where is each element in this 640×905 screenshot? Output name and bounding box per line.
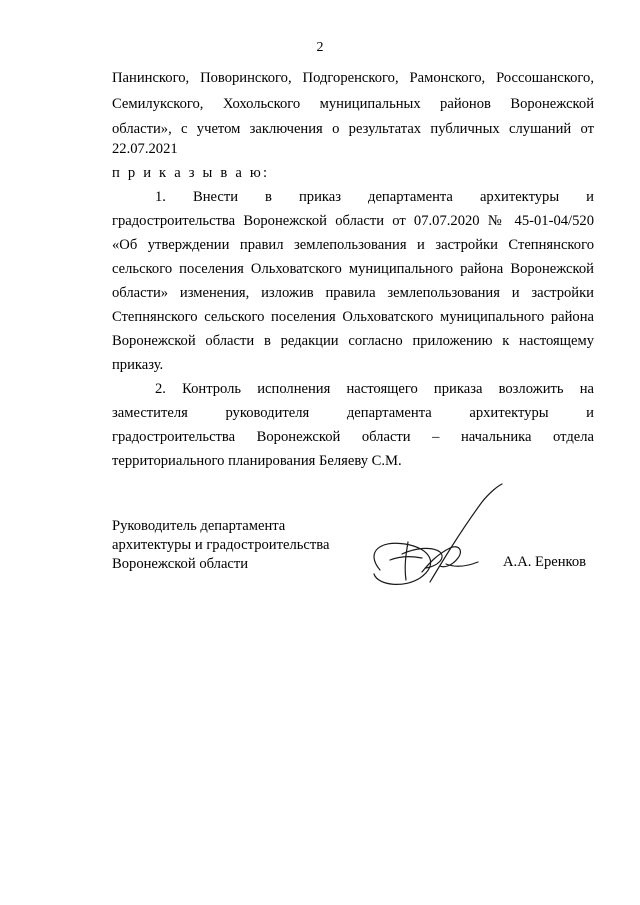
signatory-position-line: Воронежской области: [112, 556, 249, 572]
item2-line: заместителя руководителя департамента архитектуры и: [112, 405, 594, 421]
signer-name: А.А. Еренков: [503, 554, 587, 570]
item2-line: градостроительства Воронежской области – начальника отдела: [112, 429, 594, 445]
item1-line: Воронежской области в редакции согласно приложению к настоящему: [112, 333, 594, 349]
signatory-position-line: архитектуры и градостроительства: [112, 537, 330, 553]
item2-line: территориального планирования Беляеву С.М.: [112, 453, 402, 469]
preamble-line: 22.07.2021: [112, 141, 178, 157]
item1-line: области» изменения, изложив правила землепользования и застройки: [112, 285, 594, 301]
order-word: п р и к а з ы в а ю:: [112, 165, 270, 181]
item1-line: приказу.: [112, 357, 164, 373]
page-number: 2: [316, 40, 324, 55]
item1-line: градостроительства Воронежской области от 07.07.2020 № 45-01-04/520: [112, 213, 594, 229]
preamble-line: области», с учетом заключения о результатах публичных слушаний от: [112, 121, 594, 137]
item1-line: сельского поселения Ольховатского муниципального района Воронежской: [112, 261, 594, 277]
item1-line: Степнянского сельского поселения Ольховатского муниципального района: [112, 309, 594, 325]
preamble-line: Панинского, Поворинского, Подгоренского, Рамонского, Россошанского,: [112, 70, 594, 86]
signatory-position: [112, 517, 372, 574]
item1-line: «Об утверждении правил землепользования и застройки Степнянского: [112, 237, 594, 253]
item1-line: 1. Внести в приказ департамента архитектуры и: [155, 189, 594, 205]
handwritten-signature: [360, 482, 520, 602]
preamble-line: Семилукского, Хохольского муниципальных районов Воронежской: [112, 96, 594, 112]
signatory-position-line: Руководитель департамента: [112, 518, 286, 534]
item2-line: 2. Контроль исполнения настоящего приказа возложить на: [155, 381, 594, 397]
